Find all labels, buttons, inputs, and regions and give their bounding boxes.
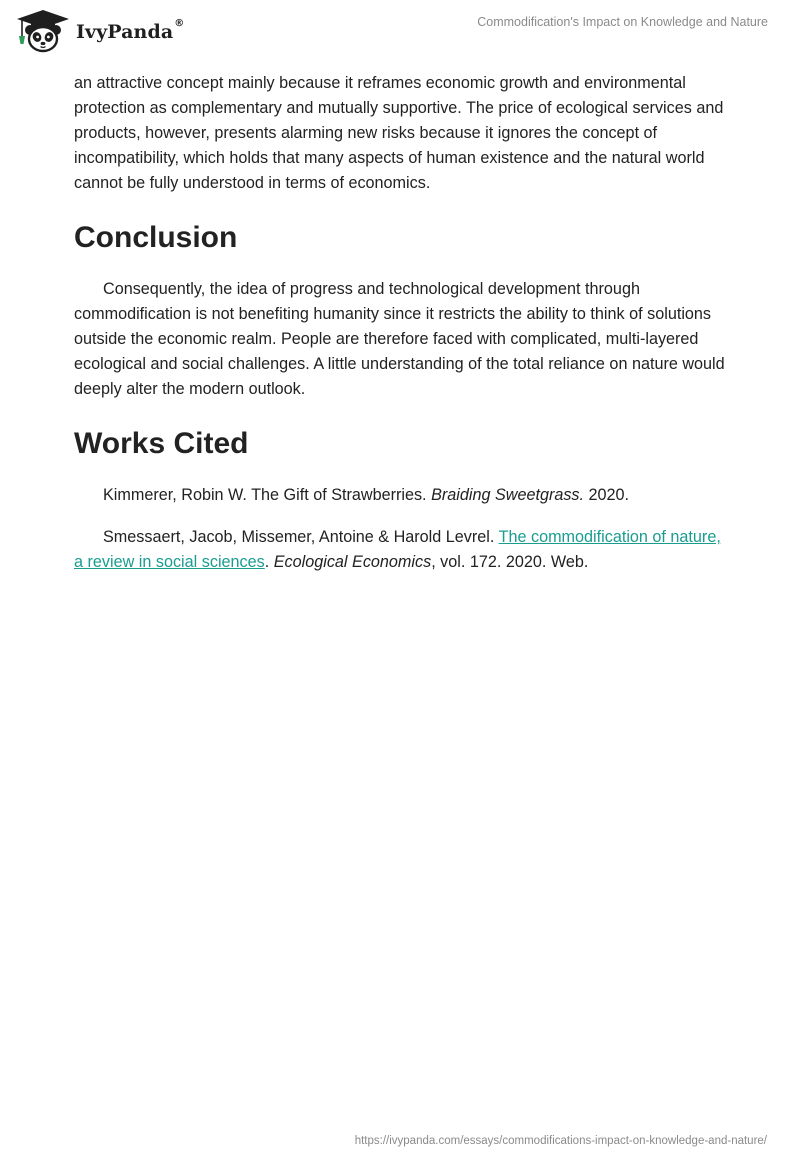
conclusion-paragraph: Consequently, the idea of progress and technological development through commodification is not benefiting humanity since it restricts the ability to think of solutions outside the economic realm. People are therefore faced with complicated, multi-layered ecological and social challenges. A little understanding of the total reliance on nature would deeply alter the modern outlook. bbox=[74, 280, 725, 398]
essay-content bbox=[74, 71, 734, 575]
intro-paragraph: an attractive concept mainly because it reframes economic growth and environmental protection as complementary and mutually supportive. The price of ecological services and products, however, presents alarming new risks because it ignores the concept of incompatibility, which holds that many aspects of human existence and the natural world cannot be fully understood in terms of economics. bbox=[74, 74, 724, 192]
citation-link[interactable]: The commodification of nature, a review in social sciences bbox=[74, 528, 721, 571]
page-header bbox=[0, 0, 800, 70]
brand-name: IvyPanda® bbox=[76, 18, 185, 43]
registered-mark: ® bbox=[174, 18, 185, 29]
ivypanda-logo[interactable] bbox=[14, 8, 184, 54]
citation-title: Braiding Sweetgrass. bbox=[431, 486, 585, 504]
citation-journal: Ecological Economics bbox=[273, 553, 432, 571]
citation-entry bbox=[74, 483, 734, 508]
citation-entry bbox=[74, 525, 734, 575]
conclusion-heading: Conclusion bbox=[74, 221, 238, 254]
panda-graduate-icon bbox=[14, 8, 72, 54]
citation-text: , vol. 172. 2020. Web. bbox=[431, 553, 589, 571]
footer-url: https://ivypanda.com/essays/commodifications-impact-on-knowledge-and-nature/ bbox=[354, 1135, 767, 1147]
citation-text: Kimmerer, Robin W. The Gift of Strawberries. bbox=[103, 486, 432, 504]
citation-text: . bbox=[264, 553, 274, 571]
citation-text: Smessaert, Jacob, Missemer, Antoine & Harold Levrel. bbox=[103, 528, 499, 546]
running-title: Commodification's Impact on Knowledge and Nature bbox=[477, 15, 768, 29]
citation-text: 2020. bbox=[584, 486, 630, 504]
works-cited-heading: Works Cited bbox=[74, 427, 249, 460]
